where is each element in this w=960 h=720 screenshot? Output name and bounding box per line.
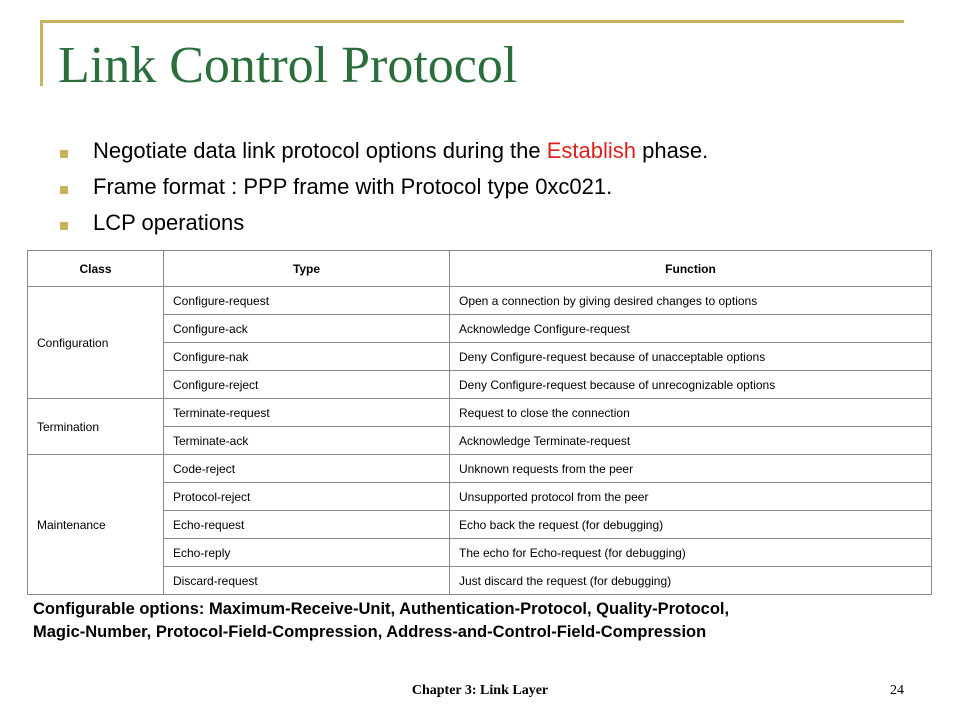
type-cell: Terminate-request bbox=[164, 399, 450, 427]
bullet-text: Negotiate data link protocol options during the bbox=[93, 138, 547, 163]
bullet-text: LCP operations bbox=[93, 210, 245, 235]
function-cell: Deny Configure-request because of unacceptable options bbox=[450, 343, 932, 371]
header-class: Class bbox=[28, 251, 164, 287]
table-row bbox=[28, 287, 932, 315]
table-row bbox=[28, 343, 932, 371]
header-function: Function bbox=[450, 251, 932, 287]
type-cell: Configure-ack bbox=[164, 315, 450, 343]
type-cell: Configure-nak bbox=[164, 343, 450, 371]
function-cell: Echo back the request (for debugging) bbox=[450, 511, 932, 539]
table-row bbox=[28, 427, 932, 455]
type-cell: Terminate-ack bbox=[164, 427, 450, 455]
table-row bbox=[28, 315, 932, 343]
slide-frame-top-rule bbox=[40, 20, 904, 23]
type-cell: Echo-reply bbox=[164, 539, 450, 567]
type-cell: Echo-request bbox=[164, 511, 450, 539]
bullet-marker-icon bbox=[60, 186, 68, 194]
bullet-item bbox=[60, 138, 708, 174]
function-cell: Just discard the request (for debugging) bbox=[450, 567, 932, 595]
bullet-highlight: Establish bbox=[546, 138, 637, 163]
function-cell: Open a connection by giving desired changes to options bbox=[450, 287, 932, 315]
table-row bbox=[28, 511, 932, 539]
lcp-operations-table bbox=[27, 250, 932, 595]
bullet-marker-icon bbox=[60, 150, 68, 158]
type-cell: Configure-reject bbox=[164, 371, 450, 399]
note-line-2: Magic-Number, Protocol-Field-Compression, Address-and-Control-Field-Compression bbox=[33, 623, 707, 641]
type-cell: Discard-request bbox=[164, 567, 450, 595]
configurable-options-note bbox=[33, 598, 943, 644]
bullet-marker-icon bbox=[60, 222, 68, 230]
function-cell: Acknowledge Configure-request bbox=[450, 315, 932, 343]
function-cell: Request to close the connection bbox=[450, 399, 932, 427]
table-row bbox=[28, 399, 932, 427]
footer-chapter: Chapter 3: Link Layer bbox=[411, 683, 549, 698]
function-cell: Deny Configure-request because of unrecognizable options bbox=[450, 371, 932, 399]
type-cell: Code-reject bbox=[164, 455, 450, 483]
bullet-list bbox=[60, 138, 708, 246]
table-row bbox=[28, 371, 932, 399]
table-row bbox=[28, 539, 932, 567]
function-cell: Unsupported protocol from the peer bbox=[450, 483, 932, 511]
table-row bbox=[28, 567, 932, 595]
class-cell-configuration: Configuration bbox=[28, 287, 164, 399]
slide-frame-left-rule bbox=[40, 20, 43, 86]
bullet-item bbox=[60, 210, 708, 246]
type-cell: Configure-request bbox=[164, 287, 450, 315]
note-line-1: Configurable options: Maximum-Receive-Unit, Authentication-Protocol, Quality-Protocol, bbox=[33, 600, 730, 618]
table-header-row bbox=[28, 251, 932, 287]
function-cell: Acknowledge Terminate-request bbox=[450, 427, 932, 455]
bullet-text: Frame format : PPP frame with Protocol type 0xc021. bbox=[93, 174, 613, 199]
class-cell-maintenance: Maintenance bbox=[28, 455, 164, 595]
page-number: 24 bbox=[890, 683, 904, 698]
class-cell-termination: Termination bbox=[28, 399, 164, 455]
header-type: Type bbox=[164, 251, 450, 287]
slide-title: Link Control Protocol bbox=[58, 37, 518, 94]
bullet-item bbox=[60, 174, 708, 210]
table-row bbox=[28, 483, 932, 511]
function-cell: Unknown requests from the peer bbox=[450, 455, 932, 483]
bullet-text: phase. bbox=[636, 138, 709, 163]
table-row bbox=[28, 455, 932, 483]
type-cell: Protocol-reject bbox=[164, 483, 450, 511]
function-cell: The echo for Echo-request (for debugging) bbox=[450, 539, 932, 567]
